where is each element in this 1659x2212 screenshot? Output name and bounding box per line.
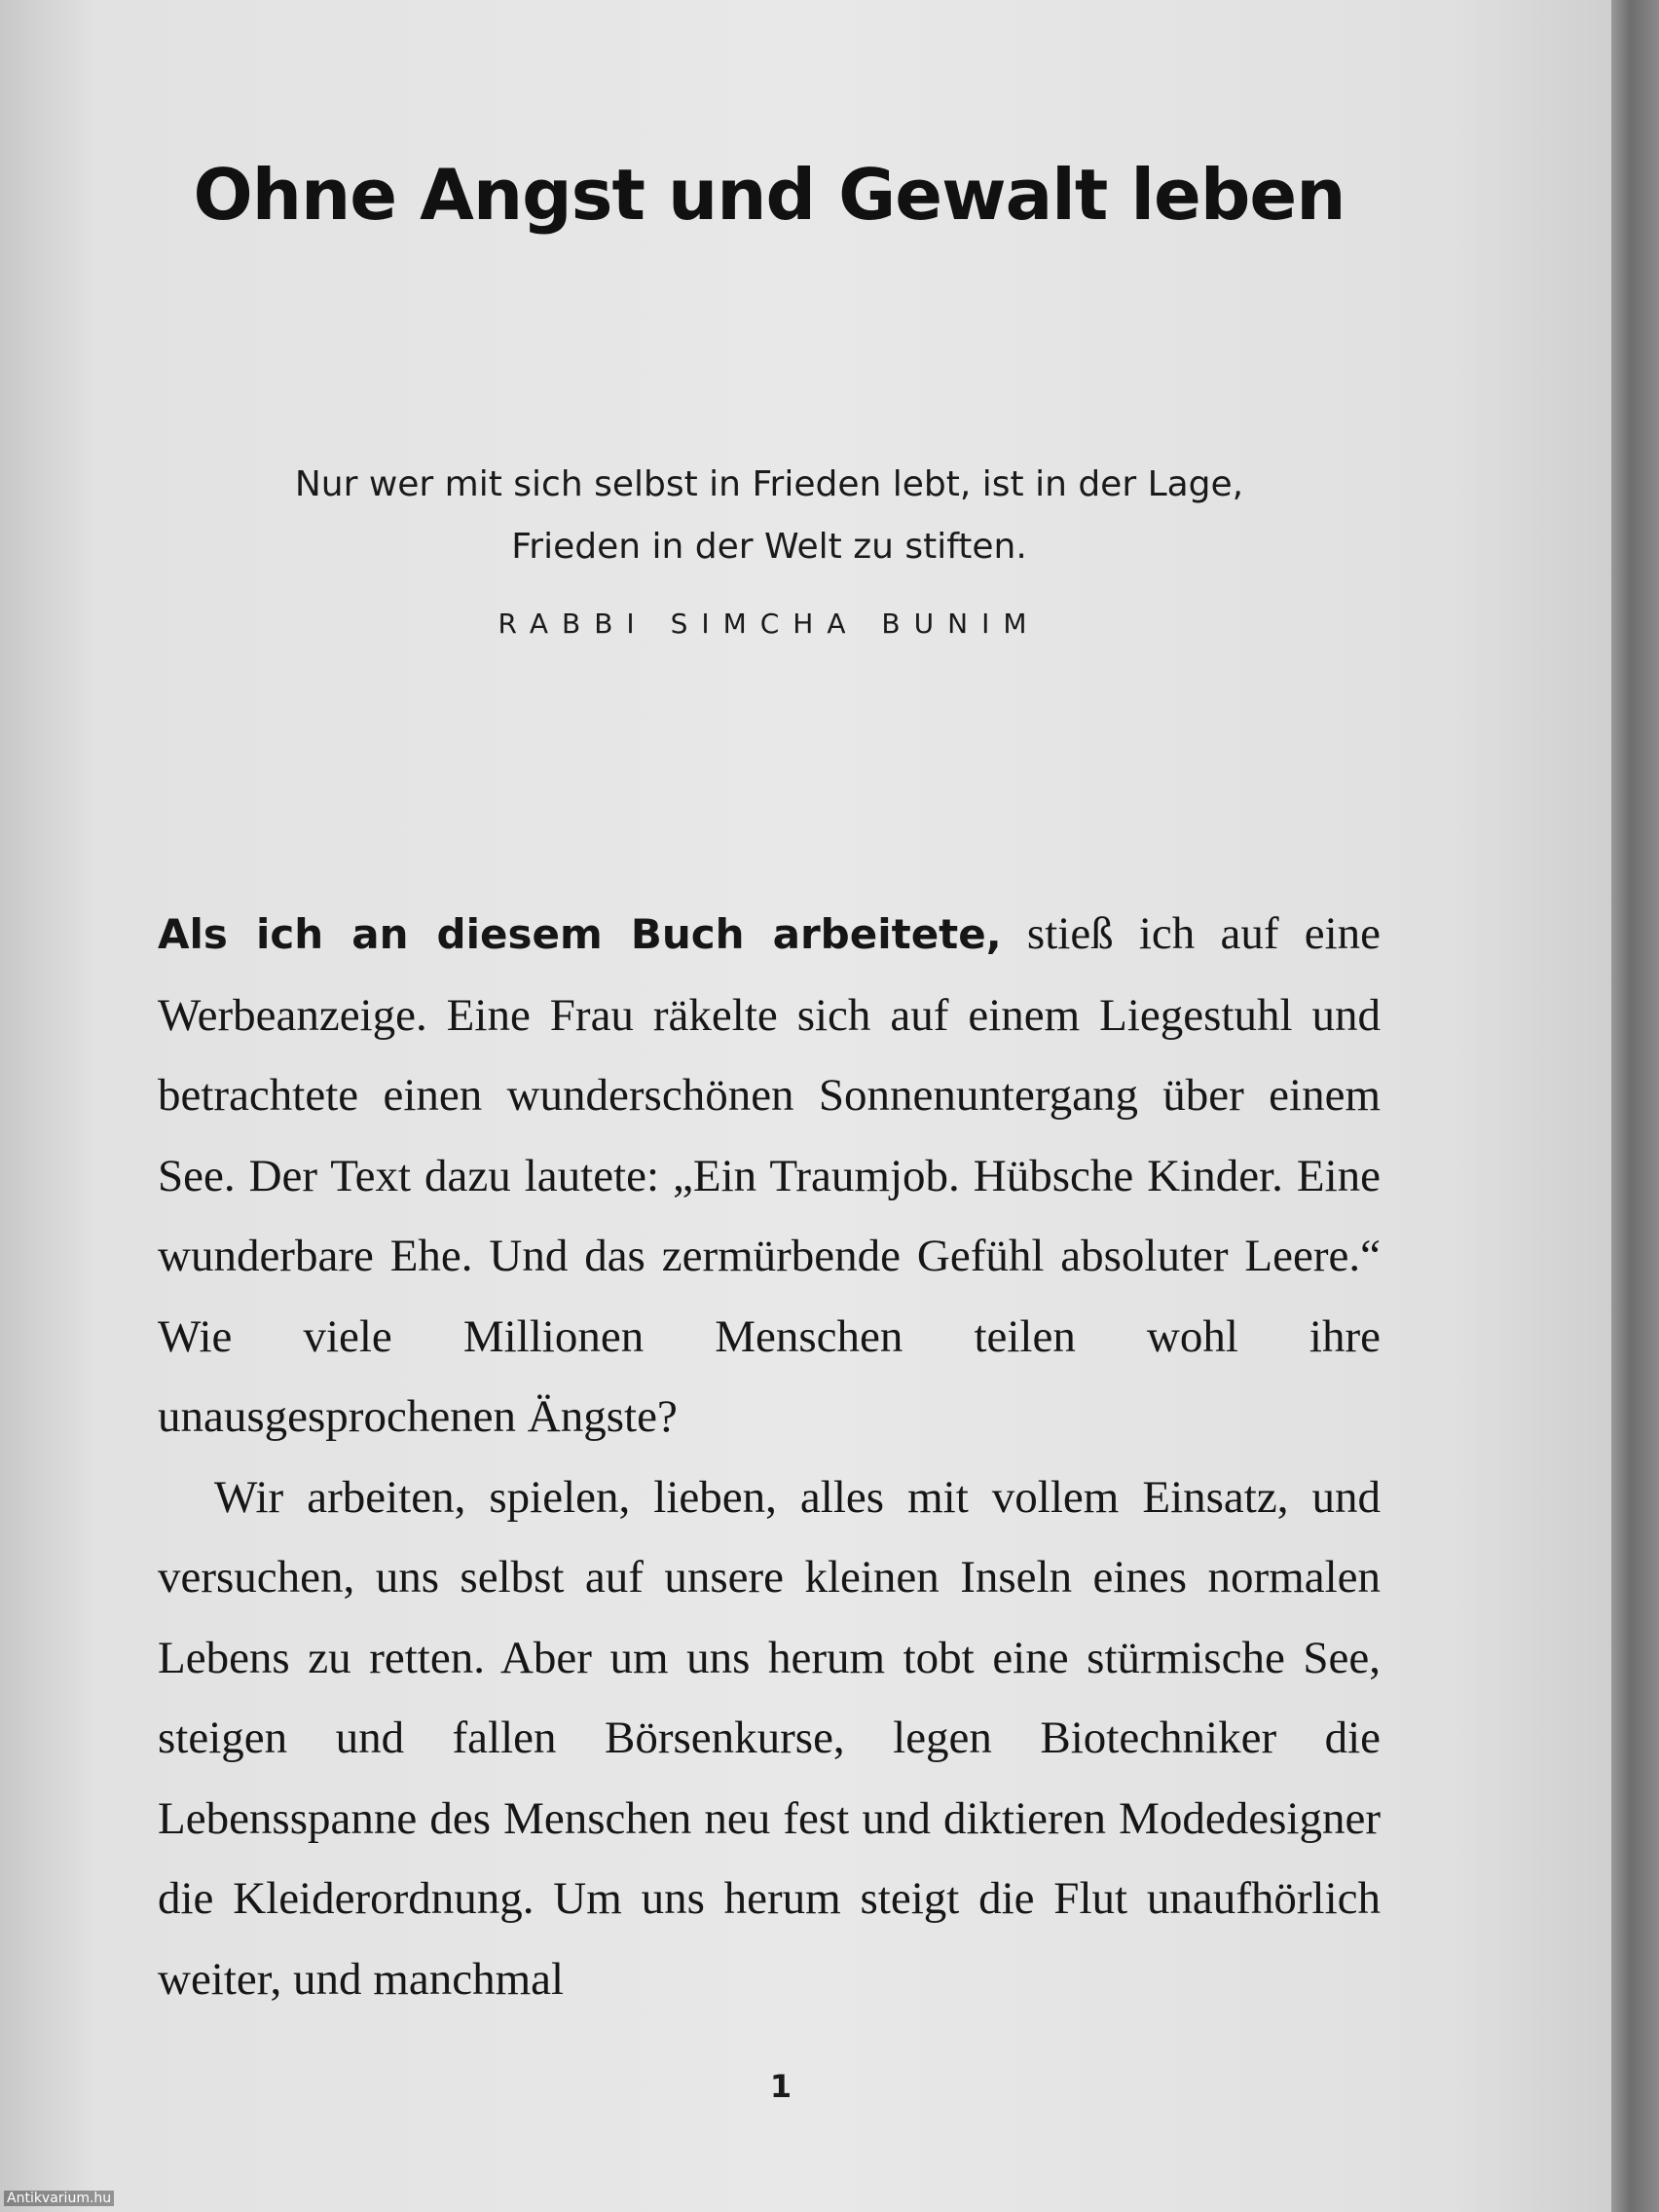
chapter-title: Ohne Angst und Gewalt leben	[193, 154, 1346, 236]
page-edge	[1611, 0, 1659, 2212]
body-text	[158, 894, 1381, 2019]
epigraph	[0, 454, 1538, 578]
epigraph-line-1: Nur wer mit sich selbst in Frieden lebt, ist in der Lage,	[294, 464, 1244, 504]
page-number: 1	[769, 2068, 793, 2105]
watermark-logo: Antikvarium.hu	[4, 2191, 114, 2206]
paragraph-2: Wir arbeiten, spielen, lieben, alles mit vollem Einsatz, und versuchen, uns selbst auf unsere kleinen Inseln eines normalen Lebens zu retten. Aber um uns herum tobt eine stürmische See, steigen und fallen Börsenkurse, legen Biotechniker die Lebensspanne des Menschen neu fest und diktieren Modedesigner die Kleiderordnung. Um uns herum steigt die Flut unaufhörlich weiter, und manchmal	[158, 1471, 1381, 2005]
epigraph-line-2: Frieden in der Welt zu stiften.	[511, 527, 1027, 567]
paragraph-lead-in: Als ich an diesem Buch arbeitete,	[158, 910, 1002, 958]
paragraph-1	[158, 894, 1381, 1457]
paragraph-1-text: stieß ich auf eine Werbeanzeige. Eine Frau räkelte sich auf einem Liegestuhl und betrachtete einen wunderschönen Sonnenuntergang über einem See. Der Text dazu lautete: „Ein Traumjob. Hübsche Kinder. Eine wunderbare Ehe. Und das zermürbende Gefühl absoluter Leere.“ Wie viele Millionen Menschen teilen wohl ihre unausgesprochenen Ängste?	[158, 908, 1381, 1442]
epigraph-author: RABBI SIMCHA BUNIM	[498, 608, 1041, 640]
